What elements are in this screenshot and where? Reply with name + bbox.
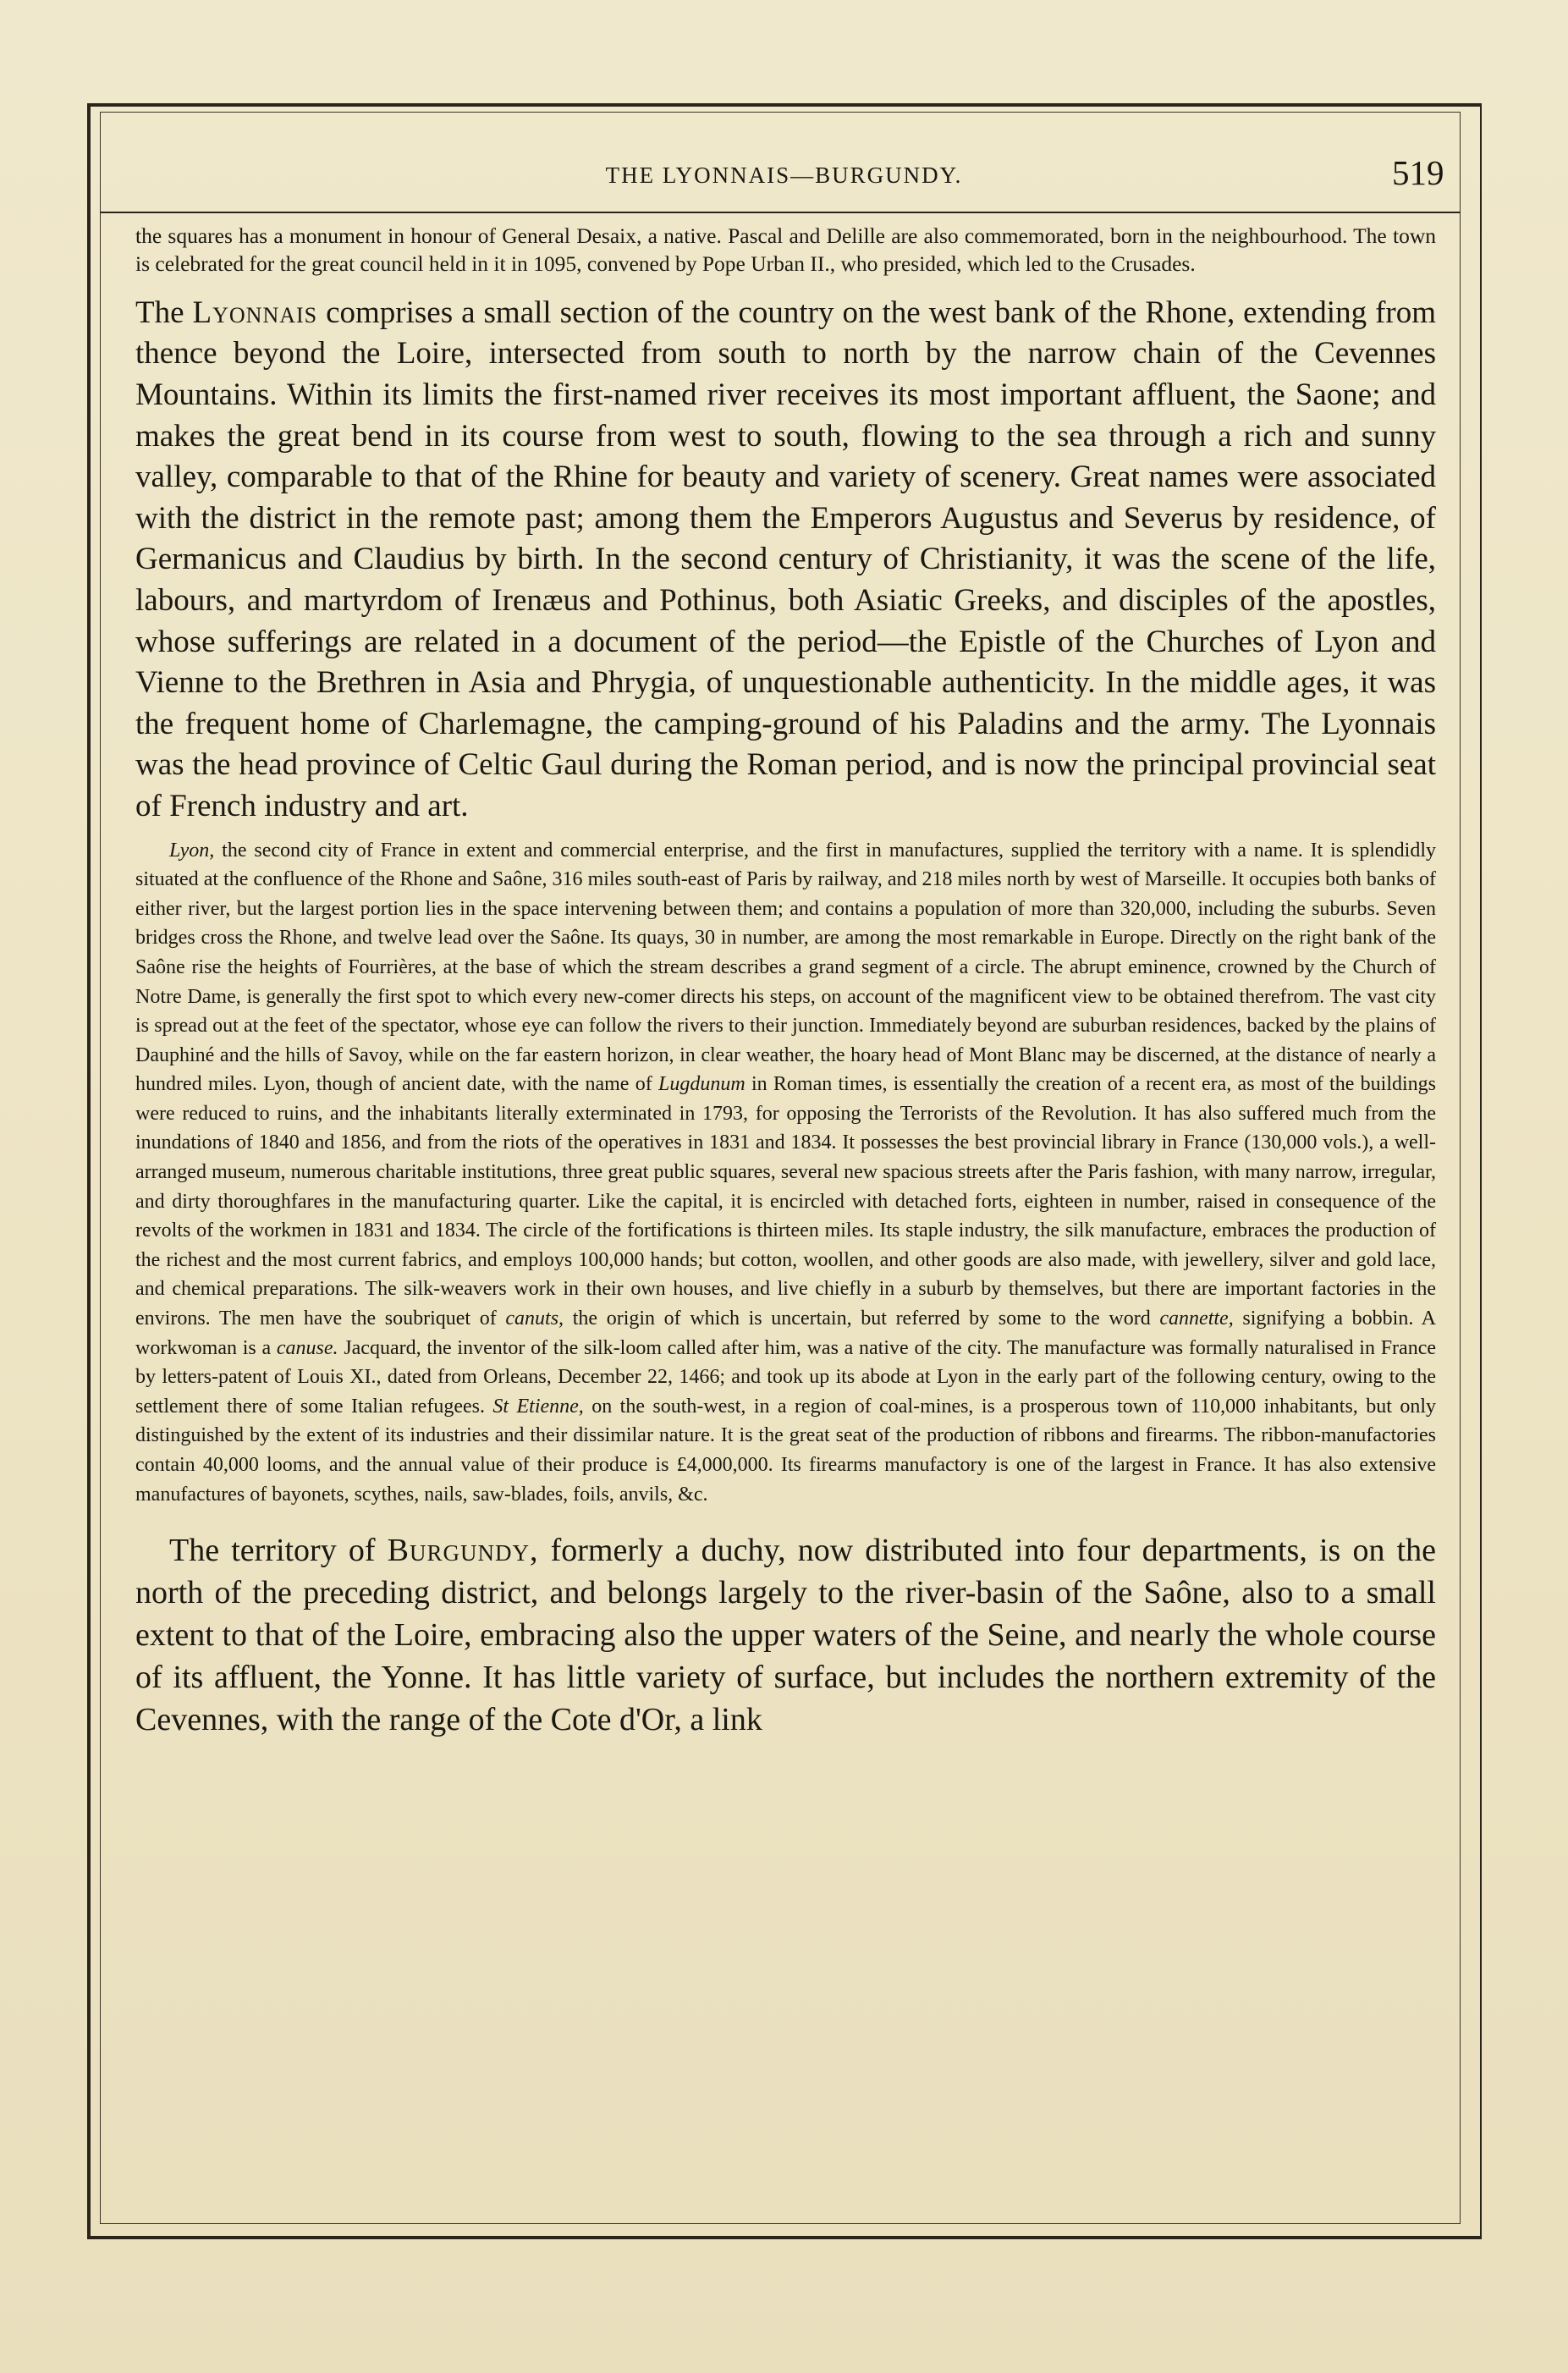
lyonnais-lead: The <box>135 295 193 330</box>
burgundy-body: formerly a duchy, now distributed into four departments, is on the north of the preceding district, and belongs largely to the river-basin of the Saône, also to a small extent to that of the Loire, embracing also the upper waters of the Seine, and nearly the whole course of its affluent, the Yonne. It has little variety of surface, but includes the northern extremity of the Cevennes, with the range of the Cote d'Or, a link <box>135 1533 1436 1738</box>
header-rule <box>100 212 1461 213</box>
lyonnais-paragraph <box>135 293 1436 828</box>
burgundy-lead: The territory of <box>169 1533 388 1569</box>
lyon-text-1: the second city of France in extent and commercial enterprise, and the first in manufactures, supplied the territory with a name. It is splendidly situated at the confluence of the Rhone and Saône, 316 miles south-east of Paris by railway, and 218 miles north by west of Marseille. It occupies both banks of either river, but the largest portion lies in the space intervening between them; and contains a population of more than 320,000, including the suburbs. Seven bridges cross the Rhone, and twelve lead over the Saône. Its quays, 30 in number, are among the most remarkable in Europe. Directly on the right bank of the Saône rise the heights of Fourrières, at the base of which the stream describes a grand segment of a circle. The abrupt eminence, crowned by the Church of Notre Dame, is generally the first spot to which every new-comer directs his steps, on account of the magnificent view to be obtained therefrom. The vast city is spread out at the feet of the spectator, whose eye can follow the rivers to their junction. Immediately beyond are suburban residences, backed by the plains of Dauphiné and the hills of Savoy, while on the far eastern horizon, in clear weather, the hoary head of Mont Blanc may be discerned, at the distance of nearly a hundred miles. Lyon, though of ancient date, with the name of <box>135 839 1436 1096</box>
page-text <box>135 222 1436 1741</box>
lyon-paragraph <box>135 836 1436 1510</box>
canuse-term: canuse. <box>276 1336 338 1359</box>
st-etienne-name: St Etienne, <box>492 1395 584 1418</box>
lyonnais-section <box>135 293 1436 828</box>
lyonnais-name: Lyonnais <box>192 295 318 330</box>
burgundy-section <box>135 1529 1436 1741</box>
lyonnais-body: comprises a small section of the country on the west bank of the Rhone, extending from thence beyond the Loire, intersected from south to north by the narrow chain of the Cevennes Mountains. Within its limits the first-named river receives its most important affluent, the Saone; and makes the great bend in its course from west to south, flowing to the sea through a rich and sunny valley, comparable to that of the Rhine for beauty and variety of scenery. Great names were associated with the district in the remote past; among them the Emperors Augustus and Severus by residence, of Germanicus and Claudius by birth. In the second century of Christianity, it was the scene of the life, labours, and martyrdom of Irenæus and Pothinus, both Asiatic Greeks, and disciples of the apostles, whose sufferings are related in a document of the period—the Epistle of the Churches of Lyon and Vienne to the Brethren in Asia and Phrygia, of unquestionable authenticity. In the middle ages, it was the frequent home of Charlemagne, the camping-ground of his Paladins and the army. The Lyonnais was the head province of Celtic Gaul during the Roman period, and is now the principal provincial seat of French industry and art. <box>135 295 1436 823</box>
lyon-text-2: in Roman times, is essentially the creation of a recent era, as most of the buildings were reduced to ruins, and the inhabitants literally exterminated in 1793, for opposing the Terrorists of the Revolution. It has also suffered much from the inundations of 1840 and 1856, and from the riots of the operatives in 1831 and 1834. It possesses the best provincial library in France (130,000 vols.), a well-arranged museum, numerous charitable institutions, three great public squares, several new spacious streets after the Paris fashion, with many narrow, irregular, and dirty thoroughfares in the manufacturing quarter. Like the capital, it is encircled with detached forts, eighteen in number, raised in consequence of the revolts of the workmen in 1831 and 1834. The circle of the fortifications is thirteen miles. Its staple industry, the silk manufacture, embraces the production of the richest and the most current fabrics, and employs 100,000 hands; but cotton, woollen, and other goods are also made, with jewellery, silver and gold lace, and chemical preparations. The silk-weavers work in their own houses, and live chiefly in a suburb by themselves, but there are important factories in the environs. The men have the soubriquet of <box>135 1073 1437 1330</box>
lyon-name: Lyon, <box>169 839 215 862</box>
lyon-text-4: signifying a bobbin. A workwoman is a <box>135 1308 1436 1359</box>
burgundy-paragraph <box>135 1529 1436 1741</box>
burgundy-name: Burgundy, <box>387 1533 539 1569</box>
lyon-text-5: Jacquard, the inventor of the silk-loom called after him, was a native of the city. The manufacture was formally naturalised in France by letters-patent of Louis XI., dated from Orleans, December 22, 1466; and took up its abode at Lyon in the early part of the following century, owing to the settlement there of some Italian refugees. <box>135 1336 1437 1418</box>
canuts-term: canuts, <box>505 1308 564 1330</box>
page-number: 519 <box>1392 153 1444 192</box>
intro-paragraph: the squares has a monument in honour of General Desaix, a native. Pascal and Delille are also commemorated, born in the neighbourhood. The town is celebrated for the great council held in it in 1095, convened by Pope Urban II., who presided, which led to the Crusades. <box>135 223 1436 277</box>
lugdunum-term: Lugdunum <box>657 1073 745 1096</box>
lyon-text-6: on the south-west, in a region of coal-mines, is a prosperous town of 110,000 inhabitants, but only distinguished by the extent of its industries and their dissimilar nature. It is the great seat of the production of ribbons and firearms. The ribbon-manufactories contain 40,000 looms, and the annual value of their produce is £4,000,000. Its firearms manufactory is one of the largest in France. It has also extensive manufactures of bayonets, scythes, nails, saw-blades, foils, anvils, &c. <box>135 1395 1436 1506</box>
lyon-text-3: the origin of which is uncertain, but referred by some to the word <box>564 1308 1160 1330</box>
intro-fragment <box>135 222 1436 278</box>
lyon-section <box>135 836 1436 1510</box>
cannette-term: cannette, <box>1159 1308 1234 1330</box>
running-head: THE LYONNAIS—BURGUNDY. <box>605 162 963 188</box>
